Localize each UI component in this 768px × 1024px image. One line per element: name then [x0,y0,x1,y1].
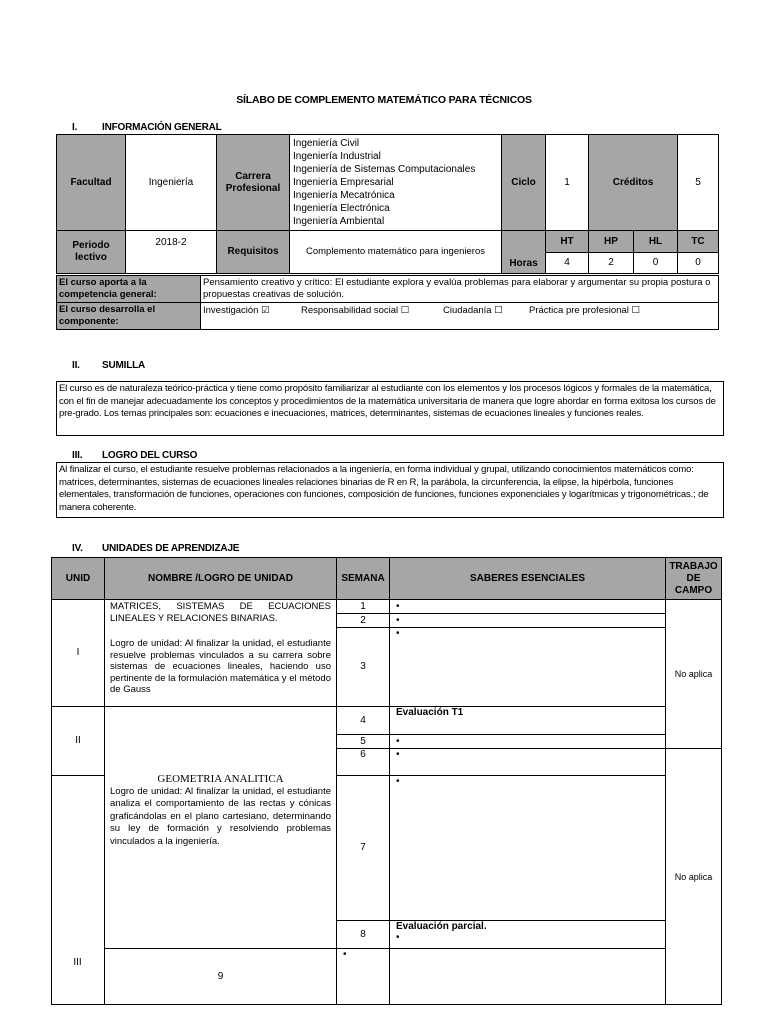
carreras-list [290,135,502,231]
hl-label: HL [634,231,678,253]
carrera-item: Ingeniería Industrial [293,151,381,162]
section-4-label: UNIDADES DE APRENDIZAJE [102,543,240,554]
unit-1-cell [105,600,337,707]
creditos-label: Créditos [589,135,678,231]
componente-options [201,303,719,330]
week-7-saberes: • [390,776,666,921]
section-3-number: III. [72,450,83,461]
option-responsabilidad-social[interactable]: Responsabilidad social ☐ [301,305,410,316]
option-ciudadania[interactable]: Ciudadanía ☐ [443,305,503,316]
facultad-value: Ingeniería [126,135,217,231]
header-semana: SEMANA [337,558,390,600]
week-3: 3 [337,628,390,707]
header-saberes: SABERES ESENCIALES [390,558,666,600]
week-7: 7 [337,776,390,921]
section-2-heading [72,360,145,371]
week-6-saberes: • [390,749,666,776]
unit-1-id: I [52,600,105,707]
week-8: 8 [337,921,390,949]
tc-value: 0 [678,253,719,274]
periodo-label: Periodo lectivo [57,231,126,274]
week-5: 5 [337,735,390,749]
option-investigacion[interactable]: Investigación ☑ [203,305,270,316]
week-3-saberes: • [390,628,666,707]
requisitos-value: Complemento matemático para ingenieros [290,231,502,274]
week-2: 2 [337,614,390,628]
general-info-table [56,134,719,274]
week-6: 6 [337,749,390,776]
horas-label: Horas [502,231,546,274]
unit-1-logro: Logro de unidad: Al finalizar la unidad, el estudiante resuelve problemas vinculados a su carrera sobre sistemas de ecuaciones lineales, haciendo uso pertinente de la formulación matemática y el método de Gauss [110,638,331,695]
week-1-saberes: • [390,600,666,614]
competencia-value: Pensamiento creativo y crítico: El estudiante explora y evalúa problemas para elaborar y argumentar su propia postura o propuestas creativas de solución. [201,276,719,303]
carrera-item: Ingeniería Electrónica [293,203,390,214]
trabajo-campo-1: No aplica [666,600,722,749]
sumilla-text: El curso es de naturaleza teórico-práctica y tiene como propósito familiarizar al estudiante con los elementos y los procesos lógicos y formales de la matemática, con el fin de manejar adecuadamente los conceptos y procedimientos de la matemática universitaria de manera que logre abordar en forma exitosa los cursos de pre-grado. Los temas principales son: ecuaciones e inecuaciones, matrices, determinantes, sistemas de ecuaciones lineales y funciones reales. [56,381,724,436]
requisitos-label: Requisitos [217,231,290,274]
section-1-label: INFORMACIÓN GENERAL [102,122,222,133]
ciclo-value: 1 [546,135,589,231]
ciclo-label: Ciclo [502,135,546,231]
unit-2-3-spacer [52,776,105,1005]
ht-label: HT [546,231,589,253]
section-4-number: IV. [72,543,83,554]
componente-label: El curso desarrolla el componente: [57,303,201,330]
carrera-item: Ingeniería Mecatrónica [293,190,395,201]
competencia-label: El curso aporta a la competencia general: [57,276,201,303]
facultad-label: Facultad [57,135,126,231]
carrera-item: Ingeniería Ambiental [293,216,385,227]
document-title: SÍLABO DE COMPLEMENTO MATEMÁTICO PARA TÉCNICOS [236,94,532,106]
ht-value: 4 [546,253,589,274]
header-trabajo: TRABAJO DE CAMPO [666,558,722,600]
week-4-saberes: Evaluación T1 [390,707,666,735]
week-9-saberes: • [337,949,390,1005]
unit-3-id: III [73,957,82,968]
logro-text: Al finalizar el curso, el estudiante resuelve problemas relacionados a la ingeniería, en forma individual y grupal, utilizando conocimientos matemáticos como: matrices, determinantes, sistemas de ecuaciones lineales relaciones binarias de R en R, la parábola, la circunferencia, la elipse, la hipérbola, funciones elementales, transformación de funciones, operaciones con funciones, composición de funciones, funciones exponenciales y logarítmicas y trigonométricas.; de manera coherente. [56,462,724,518]
hp-label: HP [589,231,634,253]
unit-1-name: MATRICES, SISTEMAS DE ECUACIONES LINEALES Y RELACIONES BINARIAS. [110,601,331,624]
week-8-bullet: • [396,932,400,943]
carrera-label: Carrera Profesional [217,135,290,231]
week-5-saberes: • [390,735,666,749]
section-3-heading [72,450,197,461]
trabajo-campo-2: No aplica [666,749,722,1005]
option-practica-pre-profesional[interactable]: Práctica pre profesional ☐ [529,305,640,316]
carrera-item: Ingeniería Civil [293,138,360,149]
unit-2-id: II [52,707,105,776]
eval-parcial-label: Evaluación parcial. [396,921,487,932]
unit-2-cell [105,707,337,949]
carrera-item: Ingeniería de Sistemas Computacionales [293,164,476,175]
trabajo-campo-3 [390,949,666,1005]
competencia-table [56,275,719,330]
section-2-number: II. [72,360,80,371]
hp-value: 2 [589,253,634,274]
units-table [51,557,722,1005]
creditos-value: 5 [678,135,719,231]
section-1-heading [72,122,222,133]
week-1: 1 [337,600,390,614]
section-3-label: LOGRO DEL CURSO [102,450,198,461]
week-2-saberes: • [390,614,666,628]
tc-label: TC [678,231,719,253]
header-nombre: NOMBRE /LOGRO DE UNIDAD [105,558,337,600]
week-4: 4 [337,707,390,735]
header-unid: UNID [52,558,105,600]
week-9: 9 [105,949,337,1005]
unit-2-logro: Logro de unidad: Al finalizar la unidad, el estudiante analiza el comportamiento de las rectas y cónicas graficándolas en el plano cartesiano, determinando su ley de formación y resolviendo problemas vinculados a la ingeniería. [110,785,331,847]
section-2-label: SUMILLA [102,360,146,371]
carrera-item: Ingeniería Empresarial [293,177,394,188]
hl-value: 0 [634,253,678,274]
section-4-heading [72,543,239,554]
periodo-value: 2018-2 [126,231,217,274]
unit-2-name: GEOMETRIA ANALITICA [157,773,284,785]
week-8-saberes [390,921,666,949]
section-1-number: I. [72,122,78,133]
